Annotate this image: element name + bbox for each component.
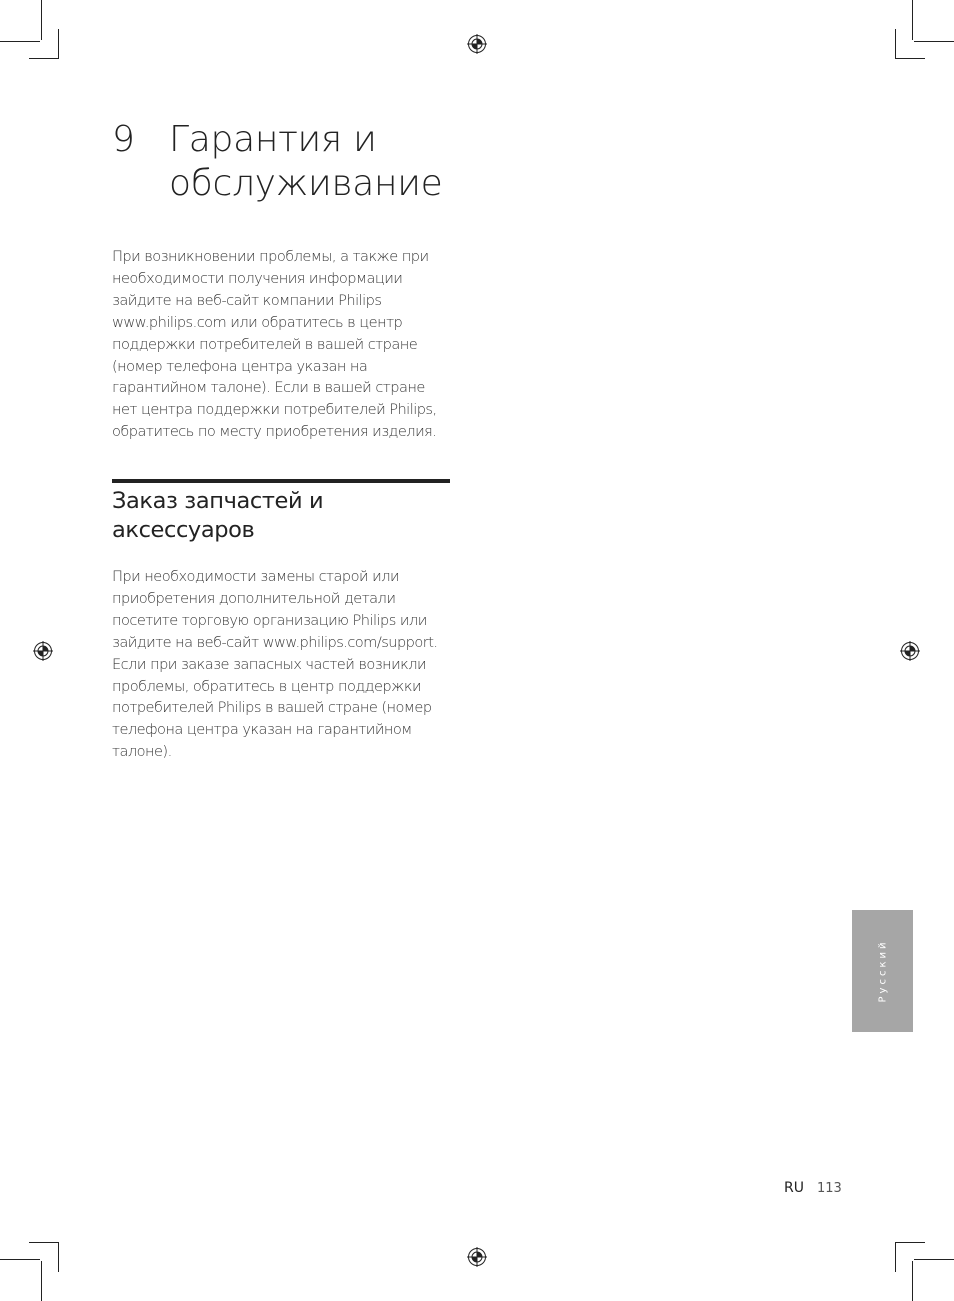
crop-mark-top-right-inner-v <box>895 29 896 59</box>
chapter-title-line: обслуживание <box>169 163 443 204</box>
text-line: (номер телефона центра указан на <box>112 357 368 375</box>
section-heading-line: аксессуаров <box>112 516 255 543</box>
language-tab-label: Русский <box>877 939 888 1003</box>
text-line: зайдите на веб-сайт www.philips.com/support. <box>112 633 438 651</box>
text-line: талоне). <box>112 743 172 761</box>
crop-mark-top-right-h <box>914 41 954 42</box>
text-line: При необходимости замены старой или <box>112 568 400 585</box>
crop-mark-top-left-inner-h <box>29 58 59 59</box>
crop-mark-bottom-right-inner-h <box>895 1242 925 1243</box>
text-line: www.philips.com или обратитесь в центр <box>112 313 403 331</box>
chapter-title-line: Гарантия и <box>169 119 377 160</box>
text-line: проблемы, обратитесь в центр поддержки <box>112 677 422 695</box>
crop-mark-bottom-left-inner-h <box>29 1242 59 1243</box>
crop-mark-bottom-right-h <box>914 1259 954 1260</box>
crop-mark-top-left-v <box>41 0 42 40</box>
text-line: необходимости получения информации <box>112 269 403 287</box>
text-line: приобретения дополнительной детали <box>112 589 396 607</box>
section-heading <box>112 487 457 544</box>
chapter-number: 9 <box>112 119 135 160</box>
footer-language-code: RU <box>784 1180 804 1196</box>
crop-mark-bottom-right-v <box>912 1261 913 1301</box>
intro-paragraph <box>112 246 457 443</box>
text-line: зайдите на веб-сайт компании Philips <box>112 291 382 309</box>
text-line: Если при заказе запасных частей возникли <box>112 655 427 673</box>
crop-mark-bottom-left-inner-v <box>58 1242 59 1272</box>
crop-mark-bottom-right-inner-v <box>895 1242 896 1272</box>
crop-mark-top-right-v <box>912 0 913 40</box>
section-heading-line: Заказ запчастей и <box>112 488 324 514</box>
crop-mark-bottom-left-h <box>0 1259 40 1260</box>
text-line: нет центра поддержки потребителей Philips, <box>112 401 437 419</box>
crop-mark-top-right-inner-h <box>895 58 925 59</box>
text-line: гарантийном талоне). Если в вашей стране <box>112 379 425 397</box>
page-number: 113 <box>817 1181 842 1196</box>
registration-mark-icon <box>467 34 487 54</box>
text-line: поддержки потребителей в вашей стране <box>112 335 418 353</box>
text-line: телефона центра указан на гарантийном <box>112 721 412 739</box>
chapter-title <box>169 118 443 206</box>
section-divider <box>112 479 450 483</box>
crop-mark-top-left-h <box>0 41 40 42</box>
crop-mark-bottom-left-v <box>41 1261 42 1301</box>
text-line: обратитесь по месту приобретения изделия. <box>112 423 437 441</box>
registration-mark-icon <box>33 641 53 661</box>
section-paragraph <box>112 566 457 763</box>
text-line: посетите торговую организацию Philips или <box>112 611 427 629</box>
text-line: При возникновении проблемы, а также при <box>112 248 429 265</box>
crop-mark-top-left-inner-v <box>58 29 59 59</box>
registration-mark-icon <box>900 641 920 661</box>
language-tab <box>852 910 913 1032</box>
registration-mark-icon <box>467 1247 487 1267</box>
text-line: потребителей Philips в вашей стране (номер <box>112 699 432 717</box>
